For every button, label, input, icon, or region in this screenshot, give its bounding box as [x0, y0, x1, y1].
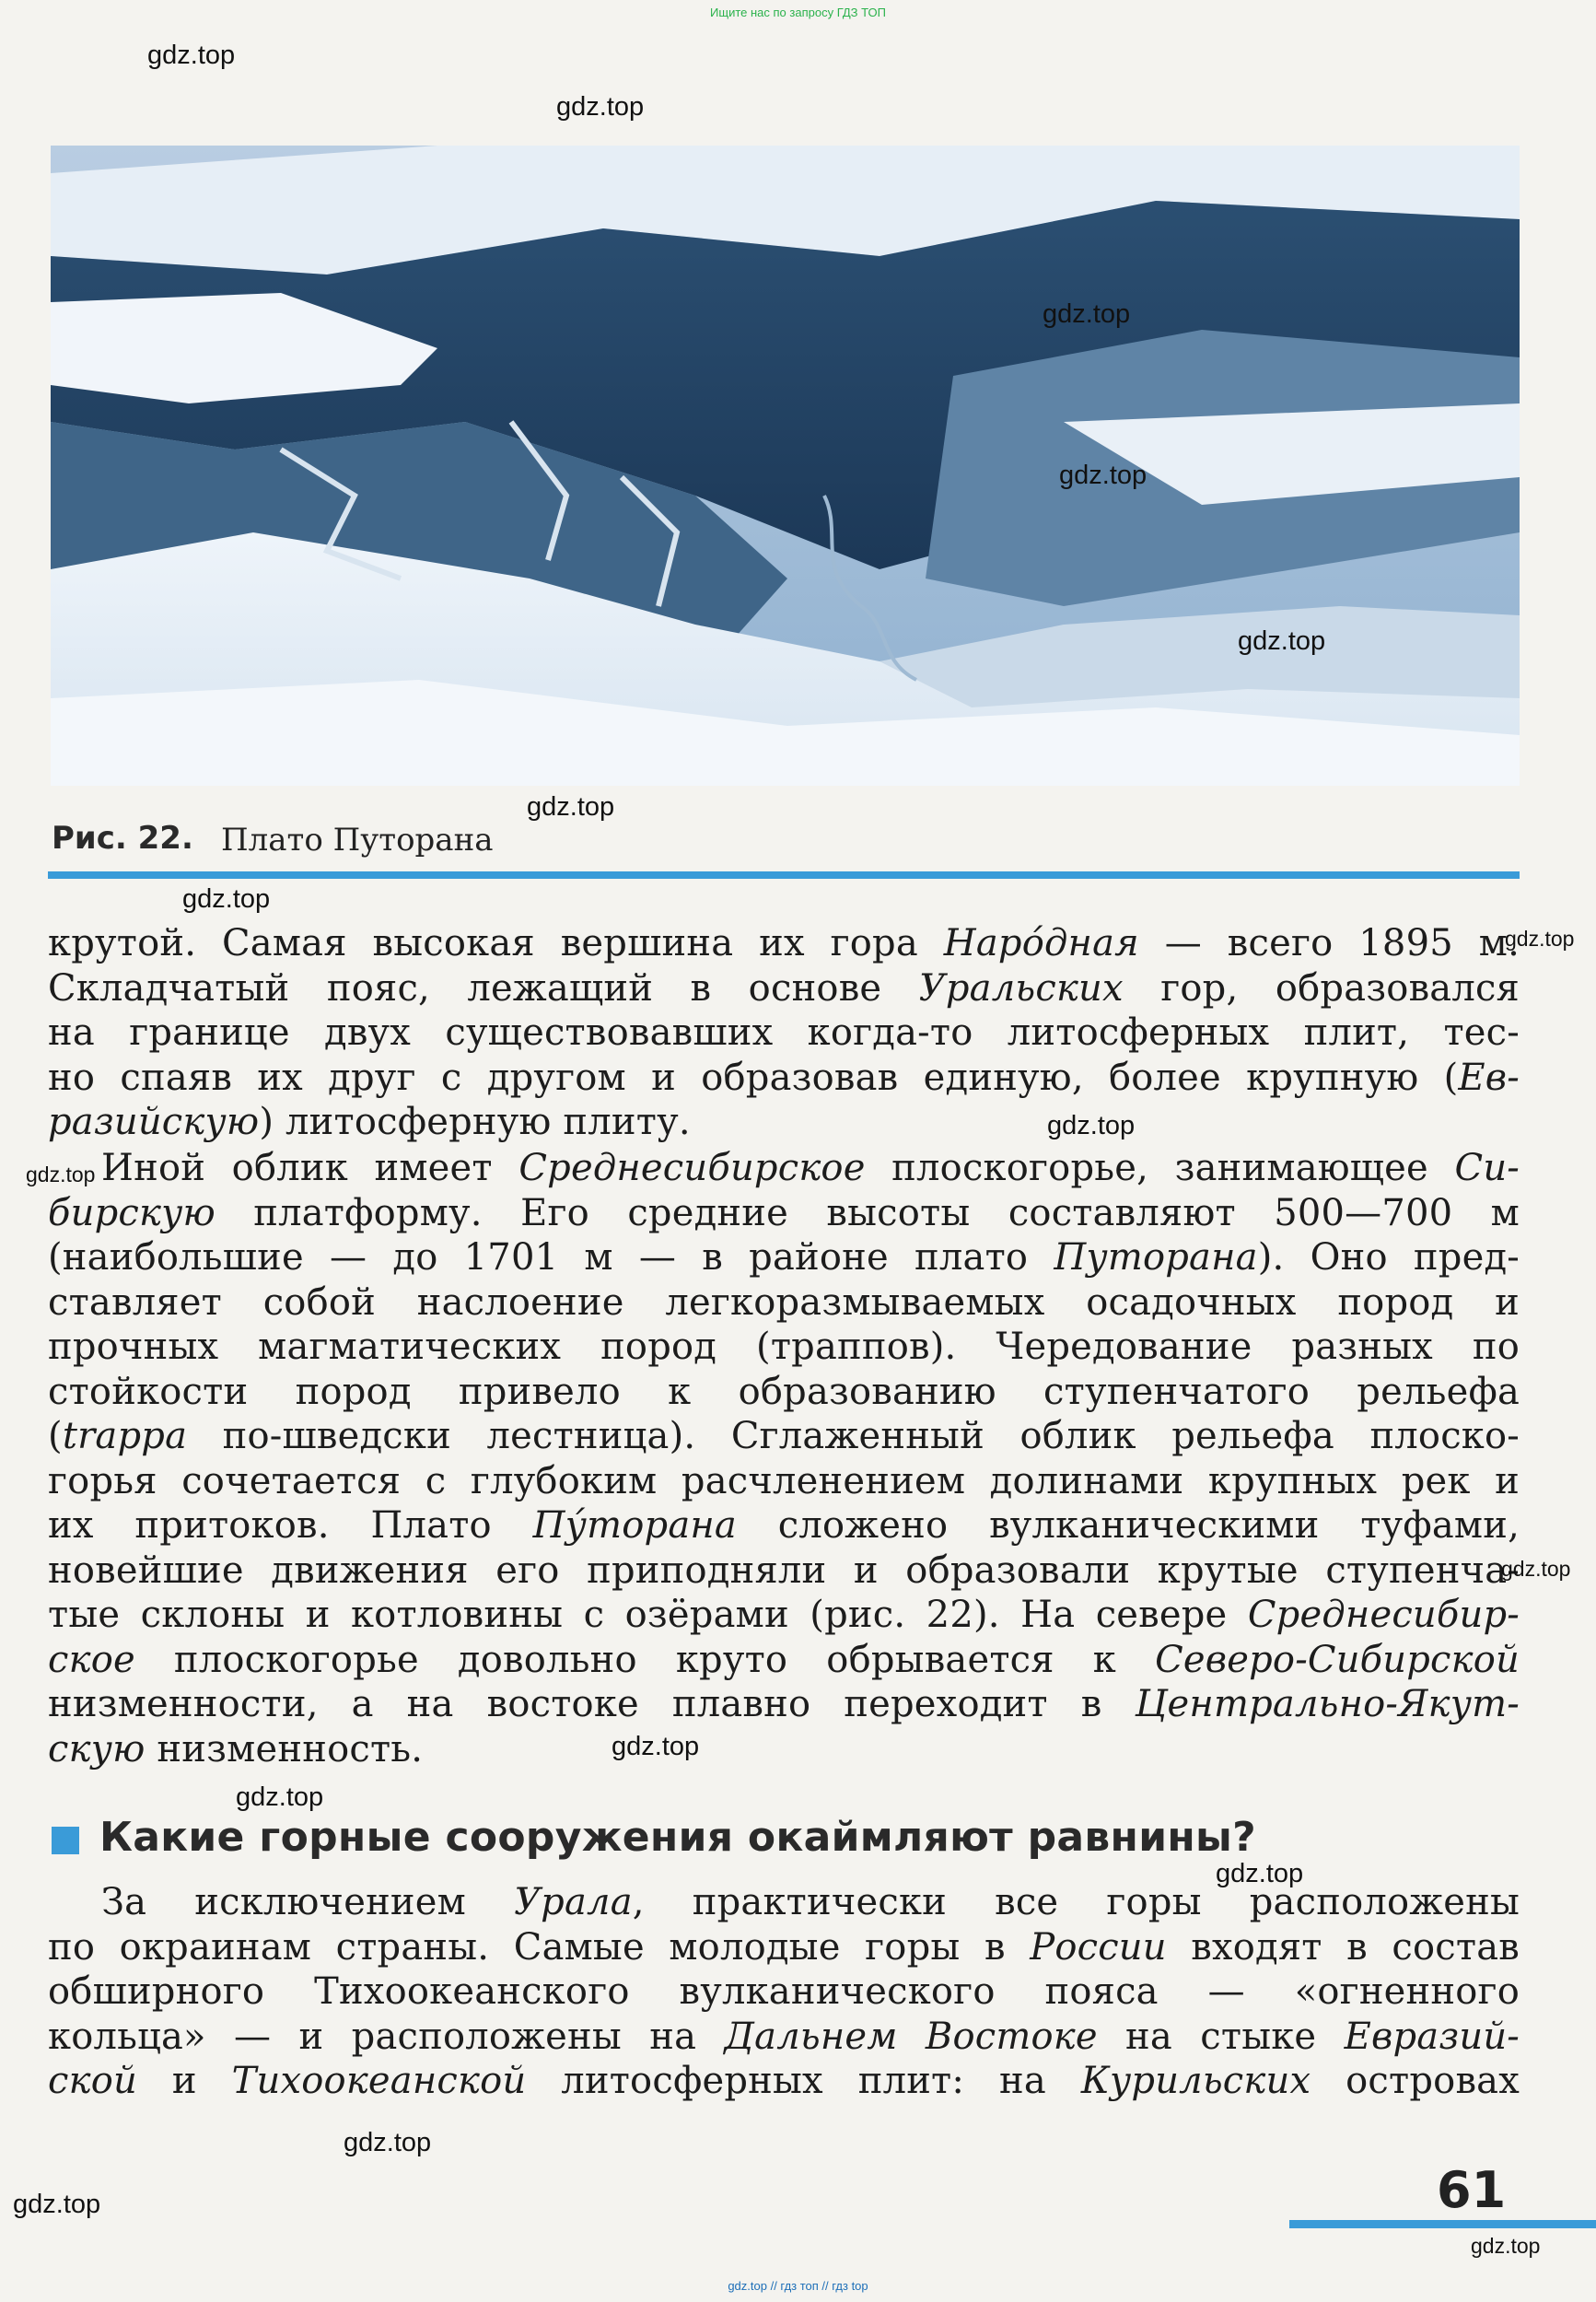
text-line: кольца» — и расположены на Дальнем Востоке на стыке Евразий- [48, 2015, 1520, 2058]
watermark: gdz.top [1501, 1557, 1571, 1581]
plateau-photo [51, 146, 1520, 786]
mountain-landscape-image [51, 146, 1520, 786]
watermark: gdz.top [1471, 2234, 1541, 2258]
watermark: gdz.top [1059, 461, 1147, 490]
figure-label: Рис. 22. [52, 820, 193, 857]
top-note: Ищите нас по запросу ГДЗ ТОП [710, 6, 886, 19]
text-line: на границе двух существовавших когда-то литосферных плит, тес- [48, 1011, 1520, 1054]
caption-underline [48, 871, 1520, 879]
paragraph-1 [48, 921, 1520, 1145]
figure-caption [48, 812, 1520, 879]
page-number-underline [1289, 2220, 1596, 2228]
text-line: ское плоскогорье довольно круто обрывается к Северо-Сибирской [48, 1638, 1520, 1681]
text-line: новейшие движения его приподняли и образовали крутые ступенча- [48, 1548, 1520, 1592]
watermark: gdz.top [236, 1782, 324, 1812]
text-line: горья сочетается с глубоким расчленением долинами крупных рек и [48, 1459, 1520, 1502]
text-line: Иной облик имеет Среднесибирское плоскогорье, занимающее Си- [101, 1147, 1520, 1189]
watermark: gdz.top [182, 884, 271, 914]
watermark: gdz.top [556, 92, 645, 122]
text-line: тые склоны и котловины с озёрами (рис. 22). На севере Среднесибир- [48, 1594, 1520, 1636]
text-line: разийскую) литосферную плиту. [48, 1101, 691, 1143]
text-line: (trappa по-шведски лестница). Сглаженный облик рельефа плоско- [48, 1415, 1520, 1457]
text-line: бирскую платформу. Его средние высоты составляют 500—700 м [48, 1191, 1520, 1234]
text-line: крутой. Самая высокая вершина их гора Наро́дная — всего 1895 м. [48, 922, 1520, 964]
text-line: скую низменность. [48, 1727, 424, 1770]
paragraph-3 [48, 1880, 1520, 2104]
blue-square-icon [52, 1827, 79, 1854]
text-line: стойкости пород привело к образованию ступенчатого рельефа [48, 1370, 1520, 1413]
watermark: gdz.top [147, 41, 236, 70]
watermark: gdz.top [612, 1732, 700, 1761]
text-line: За исключением Урала, практически все горы расположены [101, 1881, 1520, 1923]
text-line: по окраинам страны. Самые молодые горы в России входят в состав [48, 1925, 1520, 1969]
watermark: gdz.top [1047, 1111, 1136, 1140]
text-line: низменности, а на востоке плавно переходит в Центрально-Якут- [48, 1683, 1520, 1725]
text-line: ской и Тихоокеанской литосферных плит: на Курильских островах [48, 2060, 1520, 2102]
text-line: их притоков. Плато Пу́торана сложено вулканическими туфами, [48, 1504, 1520, 1547]
watermark: gdz.top [344, 2128, 432, 2157]
text-line: ставляет собой наслоение легкоразмываемых осадочных пород и [48, 1280, 1520, 1324]
section-heading-text: Какие горные сооружения окаймляют равнины? [99, 1814, 1256, 1861]
page-number: 61 [1437, 2161, 1507, 2219]
text-line: обширного Тихоокеанского вулканического пояса — «огненного [48, 1970, 1520, 2013]
watermark: gdz.top [527, 792, 615, 822]
figure-caption-text: Плато Путорана [221, 822, 494, 859]
watermark: gdz.top [26, 1163, 96, 1186]
watermark: gdz.top [1238, 626, 1326, 656]
text-line: но спаяв их друг с другом и образовав единую, более крупную (Ев- [48, 1056, 1520, 1099]
watermark: gdz.top [1505, 927, 1575, 951]
text-line: прочных магматических пород (траппов). Чередование разных по [48, 1326, 1520, 1368]
watermark: gdz.top [13, 2190, 101, 2219]
text-line: (наибольшие — до 1701 м — в районе плато Путорана). Оно пред- [48, 1236, 1520, 1279]
footer-note: gdz.top // гдз топ // гдз top [728, 2279, 868, 2293]
text-line: Складчатый пояс, лежащий в основе Уральских гор, образовался [48, 966, 1520, 1010]
paragraph-2 [48, 1146, 1520, 1771]
watermark: gdz.top [1043, 299, 1131, 329]
watermark: gdz.top [1216, 1859, 1304, 1888]
